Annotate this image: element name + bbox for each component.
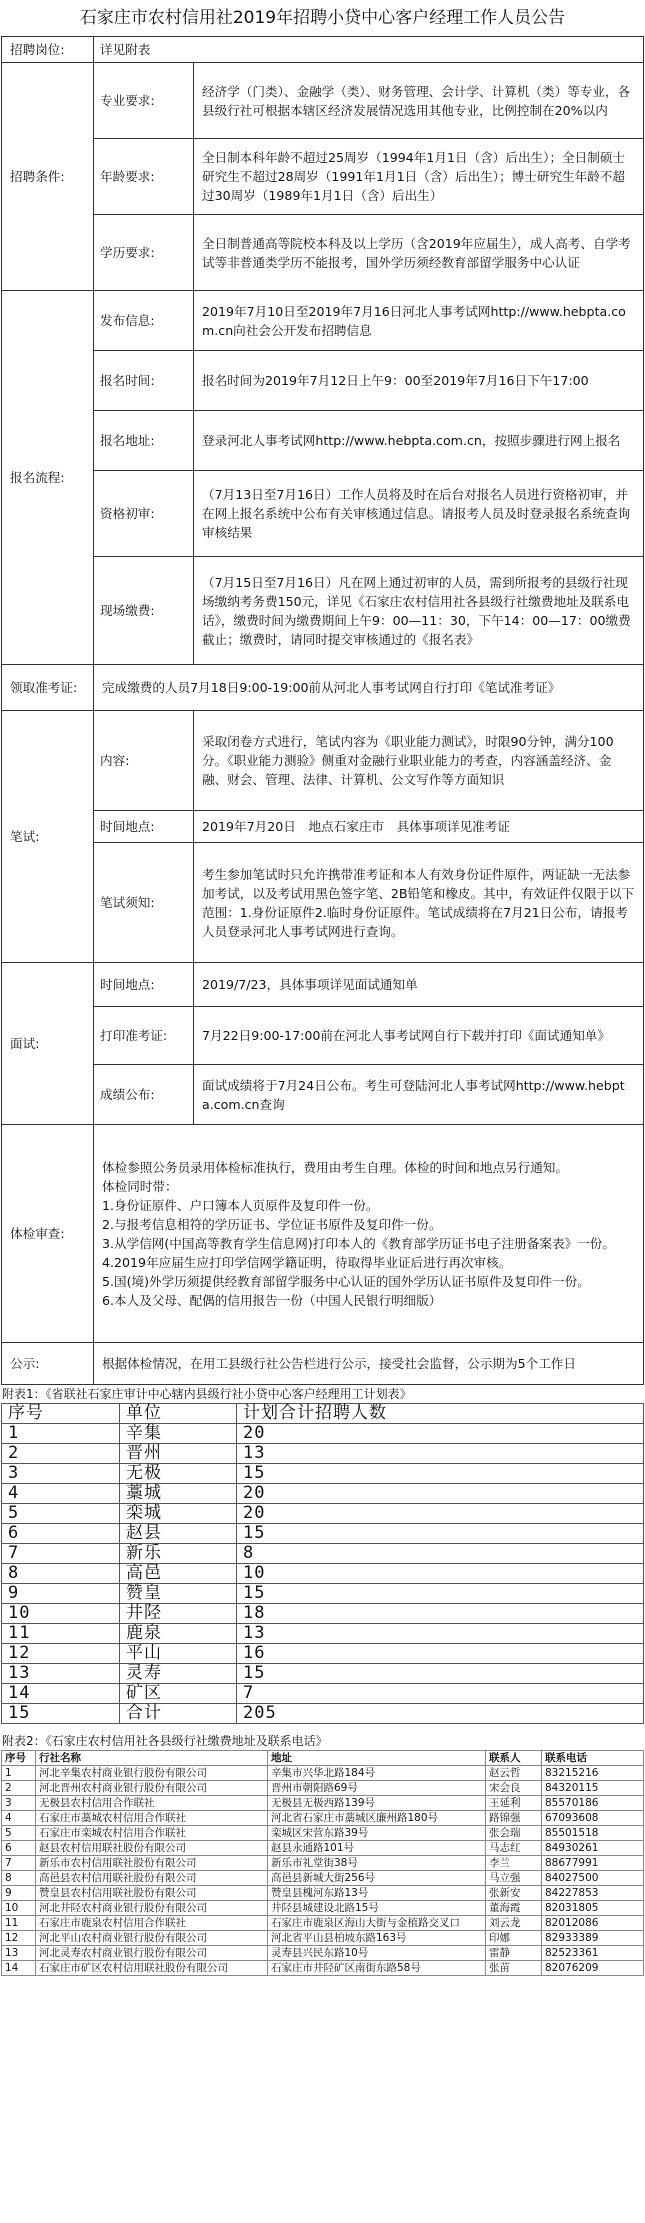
payment-cell: 9 <box>2 1886 36 1901</box>
payment-cell: 石家庄市鹿泉农村信用合作联社 <box>36 1916 268 1931</box>
payment-cell: 82012086 <box>542 1916 644 1931</box>
payment-cell: 河北省石家庄市藁城区廉州路180号 <box>268 1811 486 1826</box>
condition-item-text: 经济学（门类）、金融学（类）、财务管理、会计学、计算机（类）等专业，各县级行社可根据本辖区经济发展情况选用其他专业，比例控制在20%以内 <box>194 63 644 139</box>
written-item-text: 考生参加笔试时只允许携带准考证和本人有效身份证件原件，两证缺一无法参加考试，以及考试用黑色签字笔、2B铅笔和橡皮。其中，有效证件仅限于以下范围：1.身份证原件2.临时身份证原件。笔试成绩将在7月21日公布，请报考人员登录河北人事考试网进行查询。 <box>194 843 644 963</box>
payment-cell: 新乐市农村信用联社股份有限公司 <box>36 1856 268 1871</box>
interview-row <box>2 1065 644 1125</box>
plan-row <box>2 1504 644 1524</box>
payment-header-cell: 联系人 <box>486 1751 542 1766</box>
payment-cell: 井陉县城建设北路15号 <box>268 1901 486 1916</box>
payment-cell: 石家庄市井陉矿区南街东路58号 <box>268 1961 486 1976</box>
payment-cell: 11 <box>2 1916 36 1931</box>
plan-cell: 赞皇 <box>120 1584 237 1604</box>
written-item-label: 笔试须知: <box>94 843 194 963</box>
payment-row <box>2 1886 644 1901</box>
payment-cell: 84227853 <box>542 1886 644 1901</box>
payment-row <box>2 1796 644 1811</box>
plan-cell: 10 <box>2 1604 120 1624</box>
physical-line: 4.2019年应届生应打印学信网学籍证明，待取得毕业证后进行再次审核。 <box>102 1254 512 1270</box>
plan-cell: 鹿泉 <box>120 1624 237 1644</box>
registration-item-text: （7月15日至7月16日）凡在网上通过初审的人员，需到所报考的县级行社现场缴纳考务费150元，详见《石家庄农村信用社各县级行社缴费地址及联系电话》，缴费时间为缴费期间上午9：00—11：30，下午14：00—17：00缴费截止；缴费时，请同时提交审核通过的《报名表》 <box>194 557 644 665</box>
payment-header-cell: 序号 <box>2 1751 36 1766</box>
payment-cell: 赵县农村信用联社股份有限公司 <box>36 1841 268 1856</box>
plan-cell: 15 <box>237 1664 644 1684</box>
payment-row <box>2 1826 644 1841</box>
plan-row <box>2 1684 644 1704</box>
payment-cell: 3 <box>2 1796 36 1811</box>
payment-cell: 河北省平山县柏坡东路163号 <box>268 1931 486 1946</box>
plan-row <box>2 1704 644 1724</box>
interview-row <box>2 963 644 1007</box>
plan-cell: 新乐 <box>120 1544 237 1564</box>
registration-item-text: （7月13日至7月16日）工作人员将及时在后台对报名人员进行资格初审，并在网上报名系统中公布有关审核通过信息。请报考人员及时登录报名系统查询审核结果 <box>194 471 644 557</box>
plan-header-row <box>2 1404 644 1424</box>
payment-cell: 董海霞 <box>486 1901 542 1916</box>
payment-cell: 7 <box>2 1856 36 1871</box>
payment-cell: 宋会良 <box>486 1781 542 1796</box>
payment-cell: 13 <box>2 1946 36 1961</box>
payment-cell: 王延利 <box>486 1796 542 1811</box>
condition-item-label: 年龄要求: <box>94 139 194 215</box>
payment-cell: 张新安 <box>486 1886 542 1901</box>
condition-row <box>2 139 644 215</box>
plan-cell: 井陉 <box>120 1604 237 1624</box>
payment-row <box>2 1856 644 1871</box>
payment-cell: 路锦强 <box>486 1811 542 1826</box>
written-row <box>2 811 644 843</box>
registration-item-text: 登录河北人事考试网http://www.hebpta.com.cn，按照步骤进行网上报名 <box>194 411 644 471</box>
payment-cell: 高邑县新城大街256号 <box>268 1871 486 1886</box>
registration-item-label: 发布信息: <box>94 291 194 351</box>
plan-cell: 11 <box>2 1624 120 1644</box>
plan-cell: 藁城 <box>120 1484 237 1504</box>
plan-cell: 高邑 <box>120 1564 237 1584</box>
payment-cell: 14 <box>2 1961 36 1976</box>
written-item-label: 内容: <box>94 711 194 811</box>
plan-cell: 13 <box>237 1444 644 1464</box>
plan-cell: 7 <box>2 1544 120 1564</box>
table1-caption: 附表1：《省联社石家庄审计中心辖内县级行社小贷中心客户经理用工计划表》 <box>2 1387 412 1401</box>
interview-item-label: 成绩公布: <box>94 1065 194 1125</box>
payment-row <box>2 1916 644 1931</box>
registration-row <box>2 557 644 665</box>
plan-cell: 15 <box>237 1464 644 1484</box>
table2-caption: 附表2：《石家庄农村信用社各县级行社缴费地址及联系电话》 <box>2 1734 328 1748</box>
post-row <box>2 37 644 63</box>
written-row <box>2 843 644 963</box>
payment-cell: 85570186 <box>542 1796 644 1811</box>
plan-header-cell: 序号 <box>2 1404 120 1424</box>
payment-cell: 无极县农村信用合作联社 <box>36 1796 268 1811</box>
plan-cell: 矿区 <box>120 1684 237 1704</box>
physical-line: 体检参照公务员录用体检标准执行，费用由考生自理。体检的时间和地点另行通知。 <box>102 1159 568 1175</box>
plan-row <box>2 1484 644 1504</box>
payment-cell: 82031805 <box>542 1901 644 1916</box>
plan-cell: 20 <box>237 1424 644 1444</box>
payment-cell: 石家庄市栾城农村信用合作联社 <box>36 1826 268 1841</box>
interview-item-label: 打印准考证: <box>94 1007 194 1065</box>
payment-cell: 85501518 <box>542 1826 644 1841</box>
plan-cell: 12 <box>2 1644 120 1664</box>
payment-cell: 河北晋州农村商业银行股份有限公司 <box>36 1781 268 1796</box>
plan-cell: 15 <box>2 1704 120 1724</box>
plan-row <box>2 1664 644 1684</box>
plan-cell: 栾城 <box>120 1504 237 1524</box>
plan-cell: 10 <box>237 1564 644 1584</box>
written-item-label: 时间地点: <box>94 811 194 843</box>
admission-text: 完成缴费的人员7月18日9:00-19:00前从河北人事考试网自行打印《笔试准考证》 <box>94 665 644 711</box>
condition-row <box>2 215 644 291</box>
admission-label: 领取准考证: <box>2 665 94 711</box>
payment-row <box>2 1931 644 1946</box>
plan-row <box>2 1584 644 1604</box>
payment-address-table <box>1 1750 644 1976</box>
written-item-text: 采取闭卷方式进行，笔试内容为《职业能力测试》，时限90分钟，满分100分。《职业能力测验》侧重对金融行业职业能力的考查，内容涵盖经济、金融、财会、管理、法律、计算机、公文写作等方面知识 <box>194 711 644 811</box>
payment-cell: 2 <box>2 1781 36 1796</box>
written-item-text: 2019年7月20日 地点石家庄市 具体事项详见准考证 <box>194 811 644 843</box>
payment-cell: 赵云哲 <box>486 1766 542 1781</box>
plan-row <box>2 1524 644 1544</box>
payment-cell: 83215216 <box>542 1766 644 1781</box>
payment-cell: 李兰 <box>486 1856 542 1871</box>
plan-row <box>2 1464 644 1484</box>
payment-cell: 82933389 <box>542 1931 644 1946</box>
plan-cell: 1 <box>2 1424 120 1444</box>
payment-cell: 12 <box>2 1931 36 1946</box>
payment-row <box>2 1946 644 1961</box>
post-label: 招聘岗位: <box>2 37 94 63</box>
announcement-table <box>1 36 644 1385</box>
condition-item-label: 学历要求: <box>94 215 194 291</box>
payment-cell: 赞皇县农村信用联社股份有限公司 <box>36 1886 268 1901</box>
plan-cell: 8 <box>237 1544 644 1564</box>
plan-cell: 9 <box>2 1584 120 1604</box>
physical-row <box>2 1125 644 1343</box>
plan-cell: 4 <box>2 1484 120 1504</box>
plan-row <box>2 1444 644 1464</box>
registration-item-label: 现场缴费: <box>94 557 194 665</box>
payment-cell: 82076209 <box>542 1961 644 1976</box>
physical-line: 2.与报考信息相符的学历证书、学位证书原件及复印件一份。 <box>102 1216 442 1232</box>
payment-cell: 82523361 <box>542 1946 644 1961</box>
payment-cell: 张会瑞 <box>486 1826 542 1841</box>
payment-cell: 灵寿县兴民东路10号 <box>268 1946 486 1961</box>
registration-item-text: 2019年7月10日至2019年7月16日河北人事考试网http://www.hebpta.com.cn向社会公开发布招聘信息 <box>194 291 644 351</box>
registration-row <box>2 351 644 411</box>
plan-row <box>2 1564 644 1584</box>
payment-cell: 84027500 <box>542 1871 644 1886</box>
plan-cell: 无极 <box>120 1464 237 1484</box>
registration-item-label: 报名地址: <box>94 411 194 471</box>
payment-cell: 高邑县农村信用联社股份有限公司 <box>36 1871 268 1886</box>
payment-cell: 马志红 <box>486 1841 542 1856</box>
payment-cell: 1 <box>2 1766 36 1781</box>
payment-row <box>2 1961 644 1976</box>
interview-item-text: 2019/7/23，具体事项详见面试通知单 <box>194 963 644 1007</box>
written-row <box>2 711 644 811</box>
physical-line: 体检同时带： <box>102 1178 178 1194</box>
plan-cell: 7 <box>237 1684 644 1704</box>
plan-cell: 20 <box>237 1504 644 1524</box>
interview-row <box>2 1007 644 1065</box>
publicity-text: 根据体检情况，在用工县级行社公告栏进行公示，接受社会监督，公示期为5个工作日 <box>94 1343 644 1385</box>
plan-cell: 辛集 <box>120 1424 237 1444</box>
page-title: 石家庄市农村信用社2019年招聘小贷中心客户经理工作人员公告 <box>79 8 566 28</box>
payment-cell: 雷静 <box>486 1946 542 1961</box>
registration-row <box>2 291 644 351</box>
payment-cell: 无极县无极西路139号 <box>268 1796 486 1811</box>
payment-cell: 84930261 <box>542 1841 644 1856</box>
plan-cell: 16 <box>237 1644 644 1664</box>
payment-header-cell: 行社名称 <box>36 1751 268 1766</box>
written-label: 笔试: <box>2 711 94 963</box>
plan-row <box>2 1604 644 1624</box>
payment-cell: 67093608 <box>542 1811 644 1826</box>
publicity-label: 公示: <box>2 1343 94 1385</box>
payment-header-cell: 联系电话 <box>542 1751 644 1766</box>
payment-cell: 6 <box>2 1841 36 1856</box>
payment-cell: 赵县永通路101号 <box>268 1841 486 1856</box>
payment-cell: 河北井陉农村商业银行股份有限公司 <box>36 1901 268 1916</box>
plan-cell: 合计 <box>120 1704 237 1724</box>
payment-cell: 石家庄市藁城农村信用合作联社 <box>36 1811 268 1826</box>
plan-cell: 赵县 <box>120 1524 237 1544</box>
interview-item-text: 面试成绩将于7月24日公布。考生可登陆河北人事考试网http://www.hebpta.com.cn查询 <box>194 1065 644 1125</box>
payment-row <box>2 1841 644 1856</box>
physical-text <box>94 1125 644 1343</box>
condition-row <box>2 63 644 139</box>
payment-cell: 刘云龙 <box>486 1916 542 1931</box>
registration-row <box>2 411 644 471</box>
plan-header-cell: 计划合计招聘人数 <box>237 1404 644 1424</box>
physical-line: 6.本人及父母、配偶的信用报告一份（中国人民银行明细版） <box>102 1292 442 1308</box>
payment-cell: 马立强 <box>486 1871 542 1886</box>
post-value: 详见附表 <box>94 37 644 63</box>
physical-line: 1.身份证原件、户口簿本人页原件及复印件一份。 <box>102 1197 379 1213</box>
registration-row <box>2 471 644 557</box>
plan-cell: 15 <box>237 1584 644 1604</box>
plan-cell: 15 <box>237 1524 644 1544</box>
plan-row <box>2 1644 644 1664</box>
condition-item-label: 专业要求: <box>94 63 194 139</box>
plan-row <box>2 1544 644 1564</box>
physical-line: 3.从学信网(中国高等教育学生信息网)打印本人的《教育部学历证书电子注册备案表》一份。 <box>102 1235 615 1251</box>
registration-item-text: 报名时间为2019年7月12日上午9：00至2019年7月16日下午17:00 <box>194 351 644 411</box>
plan-cell: 2 <box>2 1444 120 1464</box>
payment-cell: 石家庄市矿区农村信用联社股份有限公司 <box>36 1961 268 1976</box>
plan-header-cell: 单位 <box>120 1404 237 1424</box>
admission-row <box>2 665 644 711</box>
plan-cell: 13 <box>2 1664 120 1684</box>
condition-item-text: 全日制本科年龄不超过25周岁（1994年1月1日（含）后出生）；全日制硕士研究生不超过28周岁（1991年1月1日（含）后出生）；博士研究生年龄不超过30周岁（1989年1月1日（含）后出生） <box>194 139 644 215</box>
interview-item-label: 时间地点: <box>94 963 194 1007</box>
payment-cell: 河北辛集农村商业银行股份有限公司 <box>36 1766 268 1781</box>
payment-row <box>2 1781 644 1796</box>
plan-cell: 20 <box>237 1484 644 1504</box>
hiring-plan-table <box>1 1403 644 1724</box>
condition-item-text: 全日制普通高等院校本科及以上学历（含2019年应届生），成人高考、自学考试等非普通类学历不能报考，国外学历须经教育部留学服务中心认证 <box>194 215 644 291</box>
interview-item-text: 7月22日9:00-17:00前在河北人事考试网自行下载并打印《面试通知单》 <box>194 1007 644 1065</box>
plan-row <box>2 1424 644 1444</box>
payment-cell: 河北灵寿农村商业银行股份有限公司 <box>36 1946 268 1961</box>
plan-cell: 灵寿 <box>120 1664 237 1684</box>
physical-line: 5.国(境)外学历须提供经教育部留学服务中心认证的国外学历认证书原件及复印件一份。 <box>102 1273 590 1289</box>
payment-cell: 84320115 <box>542 1781 644 1796</box>
plan-cell: 5 <box>2 1504 120 1524</box>
plan-row <box>2 1624 644 1644</box>
plan-cell: 6 <box>2 1524 120 1544</box>
payment-cell: 印娜 <box>486 1931 542 1946</box>
plan-cell: 8 <box>2 1564 120 1584</box>
payment-cell: 赞皇县槐河东路13号 <box>268 1886 486 1901</box>
conditions-label: 招聘条件: <box>2 63 94 291</box>
plan-cell: 14 <box>2 1684 120 1704</box>
payment-cell: 4 <box>2 1811 36 1826</box>
payment-cell: 栾城区宋营东路39号 <box>268 1826 486 1841</box>
payment-cell: 石家庄市鹿泉区海山大街与金植路交叉口 <box>268 1916 486 1931</box>
payment-cell: 8 <box>2 1871 36 1886</box>
interview-label: 面试: <box>2 963 94 1125</box>
payment-row <box>2 1901 644 1916</box>
plan-cell: 205 <box>237 1704 644 1724</box>
plan-cell: 18 <box>237 1604 644 1624</box>
plan-cell: 晋州 <box>120 1444 237 1464</box>
payment-cell: 张苗 <box>486 1961 542 1976</box>
payment-cell: 新乐市礼堂街38号 <box>268 1856 486 1871</box>
registration-item-label: 报名时间: <box>94 351 194 411</box>
payment-cell: 晋州市朝阳路69号 <box>268 1781 486 1796</box>
payment-row <box>2 1766 644 1781</box>
publicity-row <box>2 1343 644 1385</box>
registration-label: 报名流程: <box>2 291 94 665</box>
payment-cell: 88677991 <box>542 1856 644 1871</box>
payment-cell: 河北平山农村商业银行股份有限公司 <box>36 1931 268 1946</box>
payment-row <box>2 1871 644 1886</box>
registration-item-label: 资格初审: <box>94 471 194 557</box>
payment-cell: 10 <box>2 1901 36 1916</box>
payment-row <box>2 1811 644 1826</box>
payment-cell: 辛集市兴华北路184号 <box>268 1766 486 1781</box>
payment-header-cell: 地址 <box>268 1751 486 1766</box>
payment-header-row <box>2 1751 644 1766</box>
plan-cell: 3 <box>2 1464 120 1484</box>
physical-label: 体检审查: <box>2 1125 94 1343</box>
payment-cell: 5 <box>2 1826 36 1841</box>
plan-cell: 平山 <box>120 1644 237 1664</box>
plan-cell: 13 <box>237 1624 644 1644</box>
